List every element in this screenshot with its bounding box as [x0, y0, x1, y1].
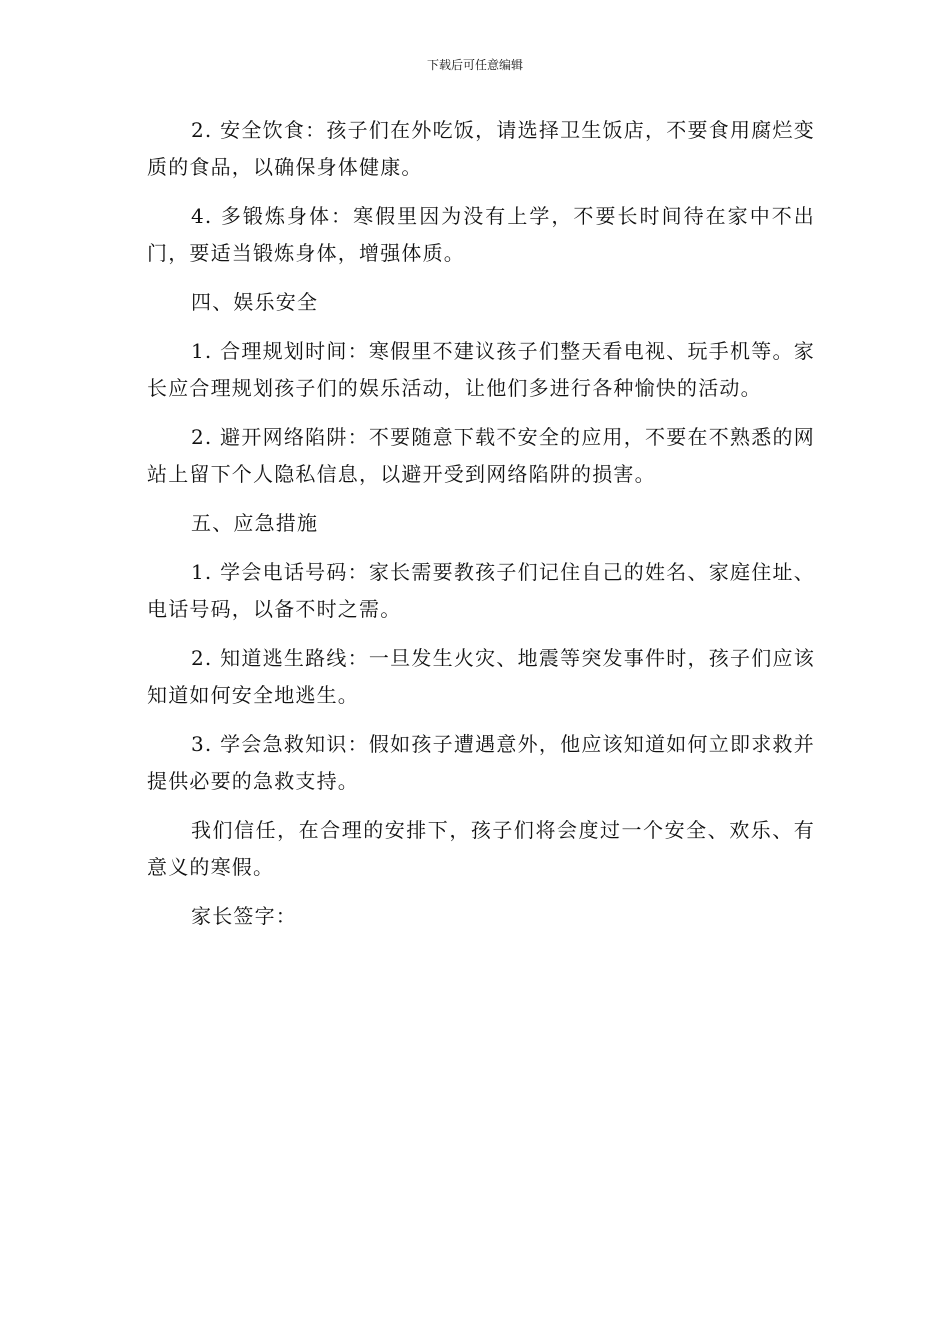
section-heading-emergency-measures: 五、应急措施 — [191, 511, 319, 535]
paragraph-escape-route: 2. 知道逃生路线：一旦发生火灾、地震等突发事件时，孩子们应该知道如何安全地逃生。 — [147, 646, 815, 707]
page-header: 下载后可任意编辑 — [426, 58, 523, 72]
document-body — [147, 112, 815, 947]
paragraph-closing: 我们信任，在合理的安排下，孩子们将会度过一个安全、欢乐、有意义的寒假。 — [147, 818, 815, 879]
parent-signature-label: 家长签字： — [191, 904, 297, 928]
paragraph-safe-diet: 2. 安全饮食：孩子们在外吃饭，请选择卫生饭店，不要食用腐烂变质的食品，以确保身体健康。 — [147, 118, 815, 179]
section-heading-entertainment-safety: 四、娱乐安全 — [191, 290, 319, 314]
paragraph-first-aid: 3. 学会急救知识：假如孩子遭遇意外，他应该知道如何立即求救并提供必要的急救支持。 — [147, 732, 815, 793]
paragraph-learn-phone-number: 1. 学会电话号码：家长需要教孩子们记住自己的姓名、家庭住址、电话号码，以备不时之需。 — [147, 560, 815, 621]
paragraph-exercise: 4. 多锻炼身体：寒假里因为没有上学，不要长时间待在家中不出门，要适当锻炼身体，增强体质。 — [147, 204, 815, 265]
paragraph-avoid-network-traps: 2. 避开网络陷阱：不要随意下载不安全的应用，不要在不熟悉的网站上留下个人隐私信息，以避开受到网络陷阱的损害。 — [147, 425, 815, 486]
paragraph-plan-time: 1. 合理规划时间：寒假里不建议孩子们整天看电视、玩手机等。家长应合理规划孩子们的娱乐活动，让他们多进行各种愉快的活动。 — [147, 339, 815, 400]
